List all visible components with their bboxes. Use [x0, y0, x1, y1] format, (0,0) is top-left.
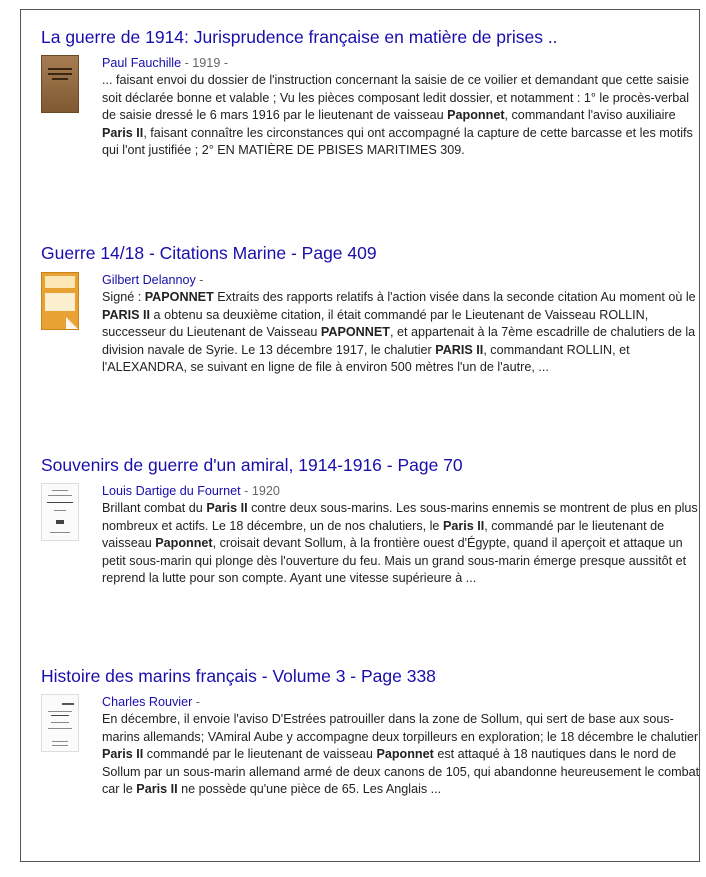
highlighted-term: Paponnet	[447, 108, 505, 123]
snippet-segment: , croisait devant Sollum, à la frontière ouest d'Égypte, quand il aperçoit et attaque un petit sous-marin qui plonge dès l'ouverture du feu. Mais un grand sous-marin émerge presque aussitôt et reprend la lutte pour son compte. Ayant une vitesse supérieure à ...	[102, 536, 687, 586]
snippet-text	[102, 73, 693, 157]
author-link[interactable]: Paul Fauchille	[102, 56, 182, 70]
publication-year: - 1919 -	[181, 56, 229, 70]
snippet-segment: commandé par le lieutenant de vaisseau	[143, 747, 377, 762]
snippet-segment: ne possède qu'une pièce de 65. Les Anglais ...	[177, 782, 442, 797]
snippet-text	[102, 501, 698, 585]
result-title-link[interactable]: La guerre de 1914: Jurisprudence française en matière de prises ..	[41, 27, 558, 47]
highlighted-term: Paris II	[442, 518, 485, 533]
snippet-segment: est attaqué à 18 nautiques dans le nord de Sollum par un sous-marin allemand armé de deux canons de 105, qui abandonne heureusement le combat car le	[102, 747, 700, 797]
result-title-link[interactable]: Guerre 14/18 - Citations Marine - Page 409	[41, 243, 377, 263]
snippet-segment: Signé :	[102, 290, 145, 305]
snippet-segment: , commandant l'aviso auxiliaire	[504, 108, 676, 123]
highlighted-term: Paris II	[206, 501, 248, 516]
search-results-panel	[20, 9, 700, 862]
highlighted-term: PARIS II	[102, 307, 151, 322]
snippet-segment: ... faisant envoi du dossier de l'instruction concernant la saisie de ce voilier et demandant que cette saisie soit déclarée bonne et valable ; Vu les pièces composant ledit dossier, et notamment : 1° le procès-verbal de saisie dressé le 6 mars 1916 par le lieutenant de vaisseau	[102, 73, 690, 123]
snippet-segment: En décembre, il envoie l'aviso D'Estrées patrouiller dans la zone de Sollum, qui sert de base aux sous-marins allemands; VAmiral Aube y accompagne deux torpilleurs en exploration; le 18 décembre le chalutier	[102, 712, 699, 744]
highlighted-term: Paris II	[102, 125, 144, 140]
highlighted-term: PAPONNET	[144, 290, 214, 305]
highlighted-term: Paris II	[136, 782, 178, 797]
snippet-text	[102, 290, 696, 374]
highlighted-term: Paponnet	[155, 536, 213, 551]
book-cover-thumbnail[interactable]	[41, 55, 79, 113]
author-link[interactable]: Gilbert Delannoy	[102, 273, 196, 287]
snippet-segment: a obtenu sa deuxième citation, il était commandé par le Lieutenant de Vaisseau ROLLIN, successeur du Lieutenant de Vaisseau	[102, 307, 649, 340]
snippet-segment: Extraits des rapports relatifs à l'action visée dans la seconde citation Au moment où le	[213, 290, 696, 305]
book-cover-thumbnail[interactable]	[41, 483, 79, 541]
highlighted-term: Paponnet	[376, 747, 434, 762]
result-snippet	[102, 694, 702, 798]
book-cover-thumbnail[interactable]	[41, 272, 79, 330]
result-snippet	[102, 272, 702, 376]
snippet-segment: contre deux sous-marins. Les sous-marins ennemis se montrent de plus en plus nombreux et actifs. Le 18 décembre, un de nos chalutiers, le	[102, 501, 698, 533]
snippet-segment: , commandé par le lieutenant de vaisseau	[102, 518, 665, 551]
author-link[interactable]: Charles Rouvier	[102, 695, 193, 709]
author-link[interactable]: Louis Dartige du Fournet	[102, 484, 241, 498]
highlighted-term: Paris II	[102, 747, 144, 762]
snippet-segment: Brillant combat du	[102, 501, 207, 516]
publication-year: - 1920	[240, 484, 280, 498]
result-title-link[interactable]: Histoire des marins français - Volume 3 - Page 338	[41, 666, 436, 686]
highlighted-term: PAPONNET	[320, 325, 390, 340]
result-title-link[interactable]: Souvenirs de guerre d'un amiral, 1914-1916 - Page 70	[41, 455, 463, 475]
result-snippet	[102, 483, 702, 587]
publication-year: -	[195, 273, 204, 287]
publication-year: -	[192, 695, 200, 709]
snippet-segment: , commandant ROLLIN, et l'ALEXANDRA, se suivant en ligne de file à environ 500 mètres l'un de l'autre, ...	[102, 342, 630, 375]
snippet-text	[102, 712, 699, 796]
snippet-segment: , et appartenait à la 7ème escadrille de chalutiers de la division navale de Syrie. Le 13 décembre 1917, le chalutier	[102, 325, 696, 357]
result-snippet	[102, 55, 702, 159]
highlighted-term: PARIS II	[435, 342, 484, 357]
snippet-segment: , faisant connaître les circonstances qui ont accompagné la capture de cette barcasse et les motifs qui l'ont justifiée ; 2° EN MATIÈRE DE PBISES MARITIMES 309.	[102, 125, 693, 158]
book-cover-thumbnail[interactable]	[41, 694, 79, 752]
